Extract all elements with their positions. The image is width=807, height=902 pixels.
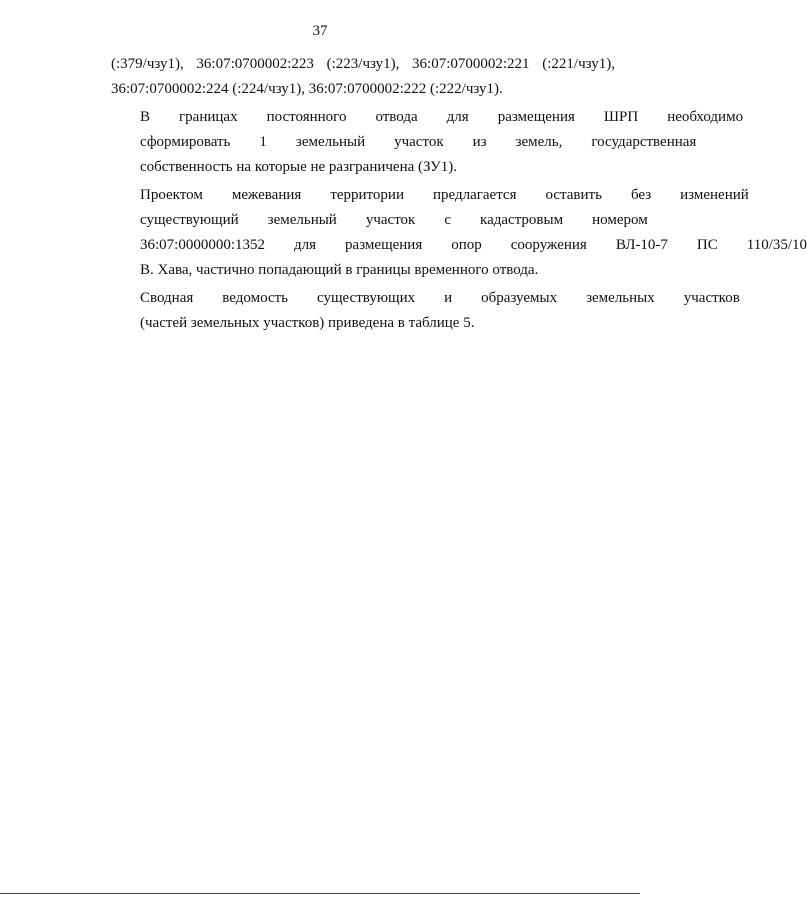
paragraph-cadastral-list [111, 52, 615, 102]
text-line: Проектом межевания территории предлагается оставить без изменений [140, 187, 749, 203]
text-line: (частей земельных участков) приведена в таблице 5. [140, 315, 475, 331]
text-line: Сводная ведомость существующих и образуемых земельных участков [140, 290, 740, 306]
text-line: 36:07:0000000:1352 для размещения опор сооружения ВЛ-10-7 ПС 110/35/10 [140, 237, 807, 253]
paragraph-existing-plot [111, 183, 807, 283]
document-body [111, 52, 807, 339]
text-line: В границах постоянного отвода для размещения ШРП необходимо [140, 109, 744, 125]
text-line: существующий земельный участок с кадастровым номером [140, 212, 648, 228]
text-line: (:379/чзу1), 36:07:0700002:223 (:223/чзу1), 36:07:0700002:221 (:221/чзу1), [111, 56, 615, 72]
paragraph-summary-table-reference [111, 286, 740, 336]
text-line: 36:07:0700002:224 (:224/чзу1), 36:07:0700002:222 (:222/чзу1). [111, 81, 503, 97]
bottom-divider [0, 893, 640, 894]
text-line: В. Хава, частично попадающий в границы временного отвода. [140, 262, 539, 278]
paragraph-permanent-allotment [111, 105, 744, 180]
page-number: 37 [312, 23, 328, 39]
text-line: сформировать 1 земельный участок из земель, государственная [140, 134, 697, 150]
text-line: собственность на которые не разграничена (ЗУ1). [140, 159, 458, 175]
